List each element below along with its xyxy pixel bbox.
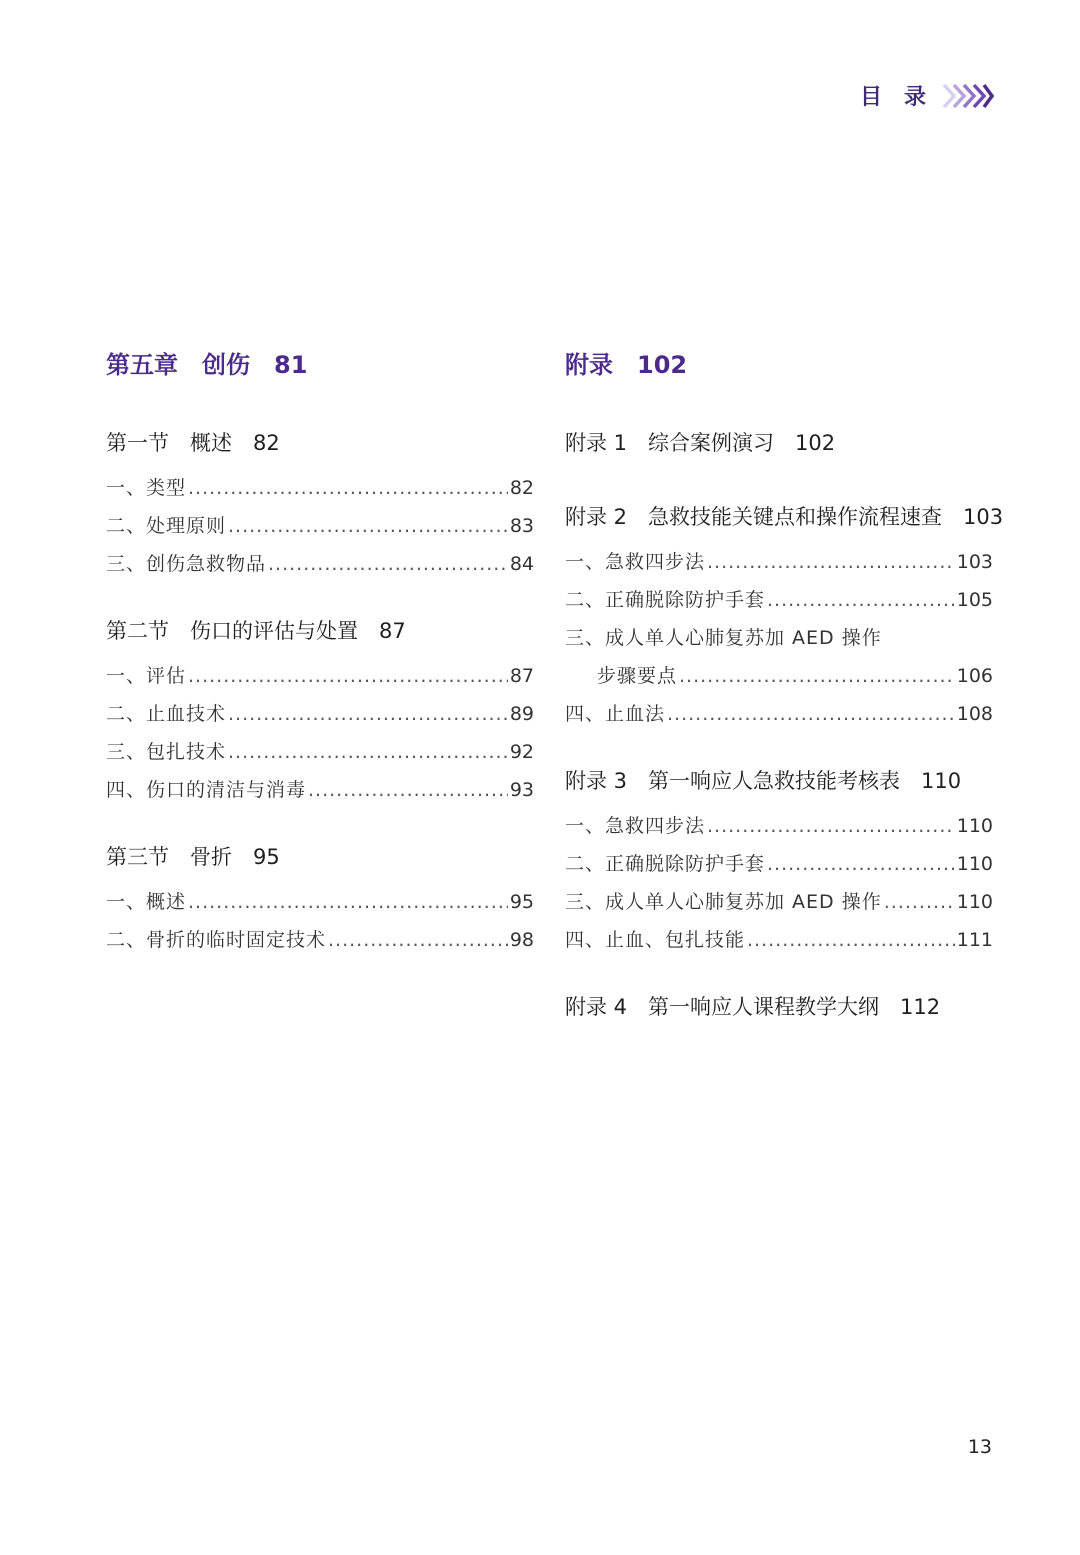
appendix-1-title[interactable]: 附录 1 综合案例演习 102 xyxy=(565,431,836,455)
toc-entry[interactable] xyxy=(106,733,534,771)
toc-entry-page: 106 xyxy=(956,665,993,687)
toc-entry-label: 三、包扎技术 xyxy=(106,741,227,763)
section-title[interactable]: 第一节 概述 82 xyxy=(106,431,280,455)
toc-entry-page: 83 xyxy=(509,515,534,537)
section-title[interactable]: 第二节 伤口的评估与处置 87 xyxy=(106,619,406,643)
toc-entry-page: 89 xyxy=(509,703,534,725)
toc-entry-label: 二、止血技术 xyxy=(106,703,227,725)
toc-entry-page: 98 xyxy=(509,929,534,951)
dot-leader xyxy=(188,657,508,695)
toc-entry[interactable] xyxy=(106,507,534,545)
header-title: 目录 xyxy=(859,85,948,110)
toc-entry[interactable] xyxy=(565,807,993,845)
dot-leader xyxy=(767,581,955,619)
toc-entry-page: 92 xyxy=(509,741,534,763)
dot-leader xyxy=(328,921,508,959)
toc-entry-page: 105 xyxy=(956,589,993,611)
toc-entry-label: 一、概述 xyxy=(106,891,187,913)
dot-leader xyxy=(707,543,955,581)
toc-entry-label: 四、止血法 xyxy=(565,703,666,725)
toc-entry[interactable] xyxy=(565,543,993,581)
toc-entry[interactable] xyxy=(565,657,993,695)
dot-leader xyxy=(679,657,955,695)
toc-entry[interactable] xyxy=(106,469,534,507)
toc-entry[interactable] xyxy=(565,845,993,883)
dot-leader xyxy=(884,883,955,921)
toc-entry-label: 一、急救四步法 xyxy=(565,551,706,573)
toc-entry[interactable] xyxy=(565,883,993,921)
toc-entry-page: 103 xyxy=(956,551,993,573)
toc-entry-label: 三、创伤急救物品 xyxy=(106,553,267,575)
toc-entry-label: 三、成人单人心肺复苏加 AED 操作 xyxy=(565,891,882,913)
toc-entry-label: 二、正确脱除防护手套 xyxy=(565,589,766,611)
dot-leader xyxy=(747,921,955,959)
toc-entry[interactable] xyxy=(565,695,993,733)
toc-entry-page: 82 xyxy=(509,477,534,499)
toc-entry-page: 84 xyxy=(509,553,534,575)
toc-entry-label: 一、评估 xyxy=(106,665,187,687)
dot-leader xyxy=(667,695,955,733)
dot-leader xyxy=(268,545,508,583)
page-number: 13 xyxy=(967,1436,992,1458)
toc-entry-label: 二、处理原则 xyxy=(106,515,227,537)
toc-entry[interactable] xyxy=(565,581,993,619)
toc-entry-page: 110 xyxy=(956,891,993,913)
toc-entry[interactable] xyxy=(106,695,534,733)
toc-entry-page: 110 xyxy=(956,815,993,837)
toc-entry-label: 二、正确脱除防护手套 xyxy=(565,853,766,875)
appendix-chapter-title[interactable]: 附录 102 xyxy=(565,351,688,379)
toc-entry-page: 108 xyxy=(956,703,993,725)
toc-entry-page: 87 xyxy=(509,665,534,687)
dot-leader xyxy=(308,771,508,809)
toc-entry-label: 四、止血、包扎技能 xyxy=(565,929,746,951)
page-header xyxy=(860,80,994,111)
toc-entry-page: 111 xyxy=(956,929,993,951)
dot-leader xyxy=(188,883,508,921)
appendix-2-title[interactable]: 附录 2 急救技能关键点和操作流程速查 103 xyxy=(565,505,1004,529)
dot-leader xyxy=(188,469,508,507)
appendix-3-title[interactable]: 附录 3 第一响应人急救技能考核表 110 xyxy=(565,769,962,793)
dot-leader xyxy=(228,733,508,771)
toc-entry-label: 四、伤口的清洁与消毒 xyxy=(106,779,307,801)
toc-entry-label: 二、骨折的临时固定技术 xyxy=(106,929,327,951)
toc-entry[interactable] xyxy=(106,883,534,921)
toc-entry-label: 三、成人单人心肺复苏加 AED 操作 xyxy=(565,627,882,649)
toc-entry[interactable] xyxy=(106,921,534,959)
toc-entry[interactable] xyxy=(565,921,993,959)
chevron-arrows-icon xyxy=(942,83,994,109)
chapter-title[interactable]: 第五章 创伤 81 xyxy=(106,351,308,379)
toc-entry-page: 93 xyxy=(509,779,534,801)
toc-left-column xyxy=(106,345,534,959)
dot-leader xyxy=(228,507,508,545)
toc-entry[interactable] xyxy=(106,771,534,809)
toc-entry-page: 95 xyxy=(509,891,534,913)
toc-entry-label: 步骤要点 xyxy=(597,665,678,687)
appendix-4-title[interactable]: 附录 4 第一响应人课程教学大纲 112 xyxy=(565,995,941,1019)
toc-entry[interactable] xyxy=(106,657,534,695)
toc-right-column xyxy=(565,345,1004,1025)
dot-leader xyxy=(707,807,955,845)
toc-entry-label: 一、类型 xyxy=(106,477,187,499)
toc-entry[interactable] xyxy=(106,545,534,583)
section-title[interactable]: 第三节 骨折 95 xyxy=(106,845,280,869)
toc-entry[interactable] xyxy=(565,619,993,657)
dot-leader xyxy=(767,845,955,883)
dot-leader xyxy=(228,695,508,733)
toc-entry-page: 110 xyxy=(956,853,993,875)
toc-entry-label: 一、急救四步法 xyxy=(565,815,706,837)
